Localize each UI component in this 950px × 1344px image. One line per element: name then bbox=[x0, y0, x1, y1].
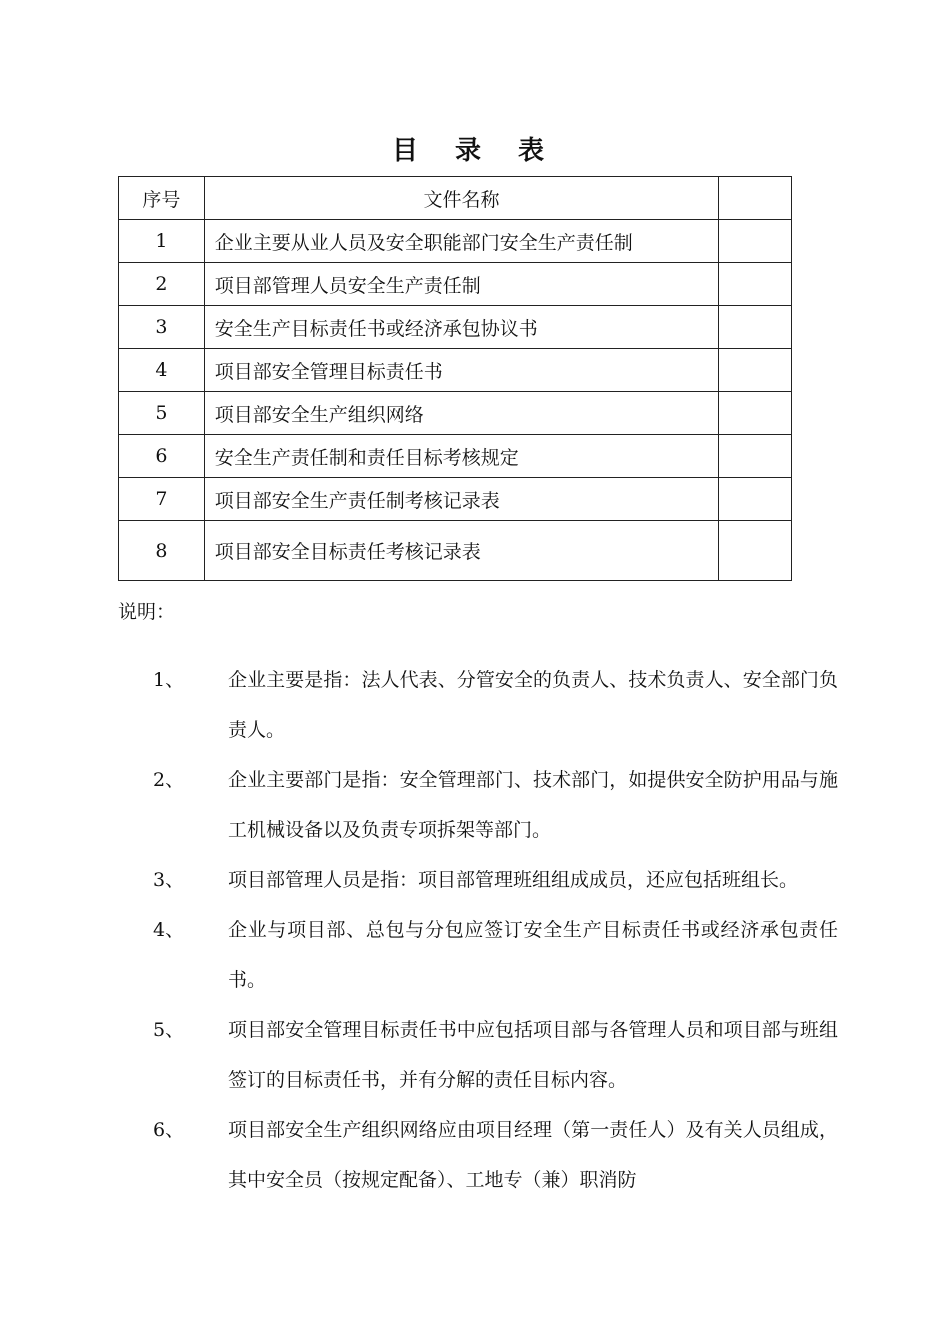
table-row bbox=[119, 435, 792, 478]
row-no: 6 bbox=[119, 435, 205, 478]
table-row bbox=[119, 263, 792, 306]
note-text: 项目部管理人员是指：项目部管理班组组成成员，还应包括班组长。 bbox=[228, 869, 799, 891]
note-text: 企业与项目部、总包与分包应签订安全生产目标责任书或经济承包责任书。 bbox=[228, 919, 838, 991]
note-text: 项目部安全生产组织网络应由项目经理（第一责任人）及有关人员组成，其中安全员（按规定配备）、工地专（兼）职消防 bbox=[228, 1119, 838, 1191]
row-blank bbox=[719, 478, 792, 521]
row-blank bbox=[719, 521, 792, 581]
notes-list bbox=[0, 655, 950, 1205]
row-name: 项目部安全生产组织网络 bbox=[204, 392, 719, 435]
page-title: 目 录 表 bbox=[391, 136, 559, 166]
notes-label: 说明： bbox=[118, 601, 176, 623]
note-number: 1、 bbox=[153, 669, 185, 691]
row-name: 项目部安全管理目标责任书 bbox=[204, 349, 719, 392]
note-number: 6、 bbox=[153, 1119, 185, 1141]
note-text: 企业主要部门是指：安全管理部门、技术部门，如提供安全防护用品与施工机械设备以及负责专项拆架等部门。 bbox=[228, 769, 838, 841]
row-no: 8 bbox=[119, 521, 205, 581]
row-name: 项目部安全目标责任考核记录表 bbox=[204, 521, 719, 581]
header-no: 序号 bbox=[119, 177, 205, 220]
row-name: 企业主要从业人员及安全职能部门安全生产责任制 bbox=[204, 220, 719, 263]
note-item bbox=[0, 655, 950, 755]
note-text: 企业主要是指：法人代表、分管安全的负责人、技术负责人、安全部门负责人。 bbox=[228, 669, 838, 741]
table-row bbox=[119, 220, 792, 263]
note-item bbox=[0, 855, 950, 905]
note-item bbox=[0, 755, 950, 855]
table-row bbox=[119, 521, 792, 581]
header-blank bbox=[719, 177, 792, 220]
row-blank bbox=[719, 263, 792, 306]
row-name: 项目部安全生产责任制考核记录表 bbox=[204, 478, 719, 521]
row-no: 5 bbox=[119, 392, 205, 435]
row-blank bbox=[719, 392, 792, 435]
row-no: 1 bbox=[119, 220, 205, 263]
note-item bbox=[0, 1005, 950, 1105]
toc-table bbox=[118, 176, 792, 581]
table-row bbox=[119, 349, 792, 392]
row-blank bbox=[719, 220, 792, 263]
note-number: 4、 bbox=[153, 919, 185, 941]
table-row bbox=[119, 478, 792, 521]
note-item bbox=[0, 905, 950, 1005]
table-row bbox=[119, 392, 792, 435]
row-name: 安全生产目标责任书或经济承包协议书 bbox=[204, 306, 719, 349]
header-name: 文件名称 bbox=[204, 177, 719, 220]
note-number: 5、 bbox=[153, 1019, 185, 1041]
row-blank bbox=[719, 306, 792, 349]
row-blank bbox=[719, 349, 792, 392]
note-number: 3、 bbox=[153, 869, 185, 891]
note-item bbox=[0, 1105, 950, 1205]
note-number: 2、 bbox=[153, 769, 185, 791]
row-no: 3 bbox=[119, 306, 205, 349]
row-no: 2 bbox=[119, 263, 205, 306]
row-no: 4 bbox=[119, 349, 205, 392]
table-row bbox=[119, 306, 792, 349]
row-blank bbox=[719, 435, 792, 478]
note-text: 项目部安全管理目标责任书中应包括项目部与各管理人员和项目部与班组签订的目标责任书，并有分解的责任目标内容。 bbox=[228, 1019, 838, 1091]
row-name: 安全生产责任制和责任目标考核规定 bbox=[204, 435, 719, 478]
row-name: 项目部管理人员安全生产责任制 bbox=[204, 263, 719, 306]
row-no: 7 bbox=[119, 478, 205, 521]
table-header-row bbox=[119, 177, 792, 220]
